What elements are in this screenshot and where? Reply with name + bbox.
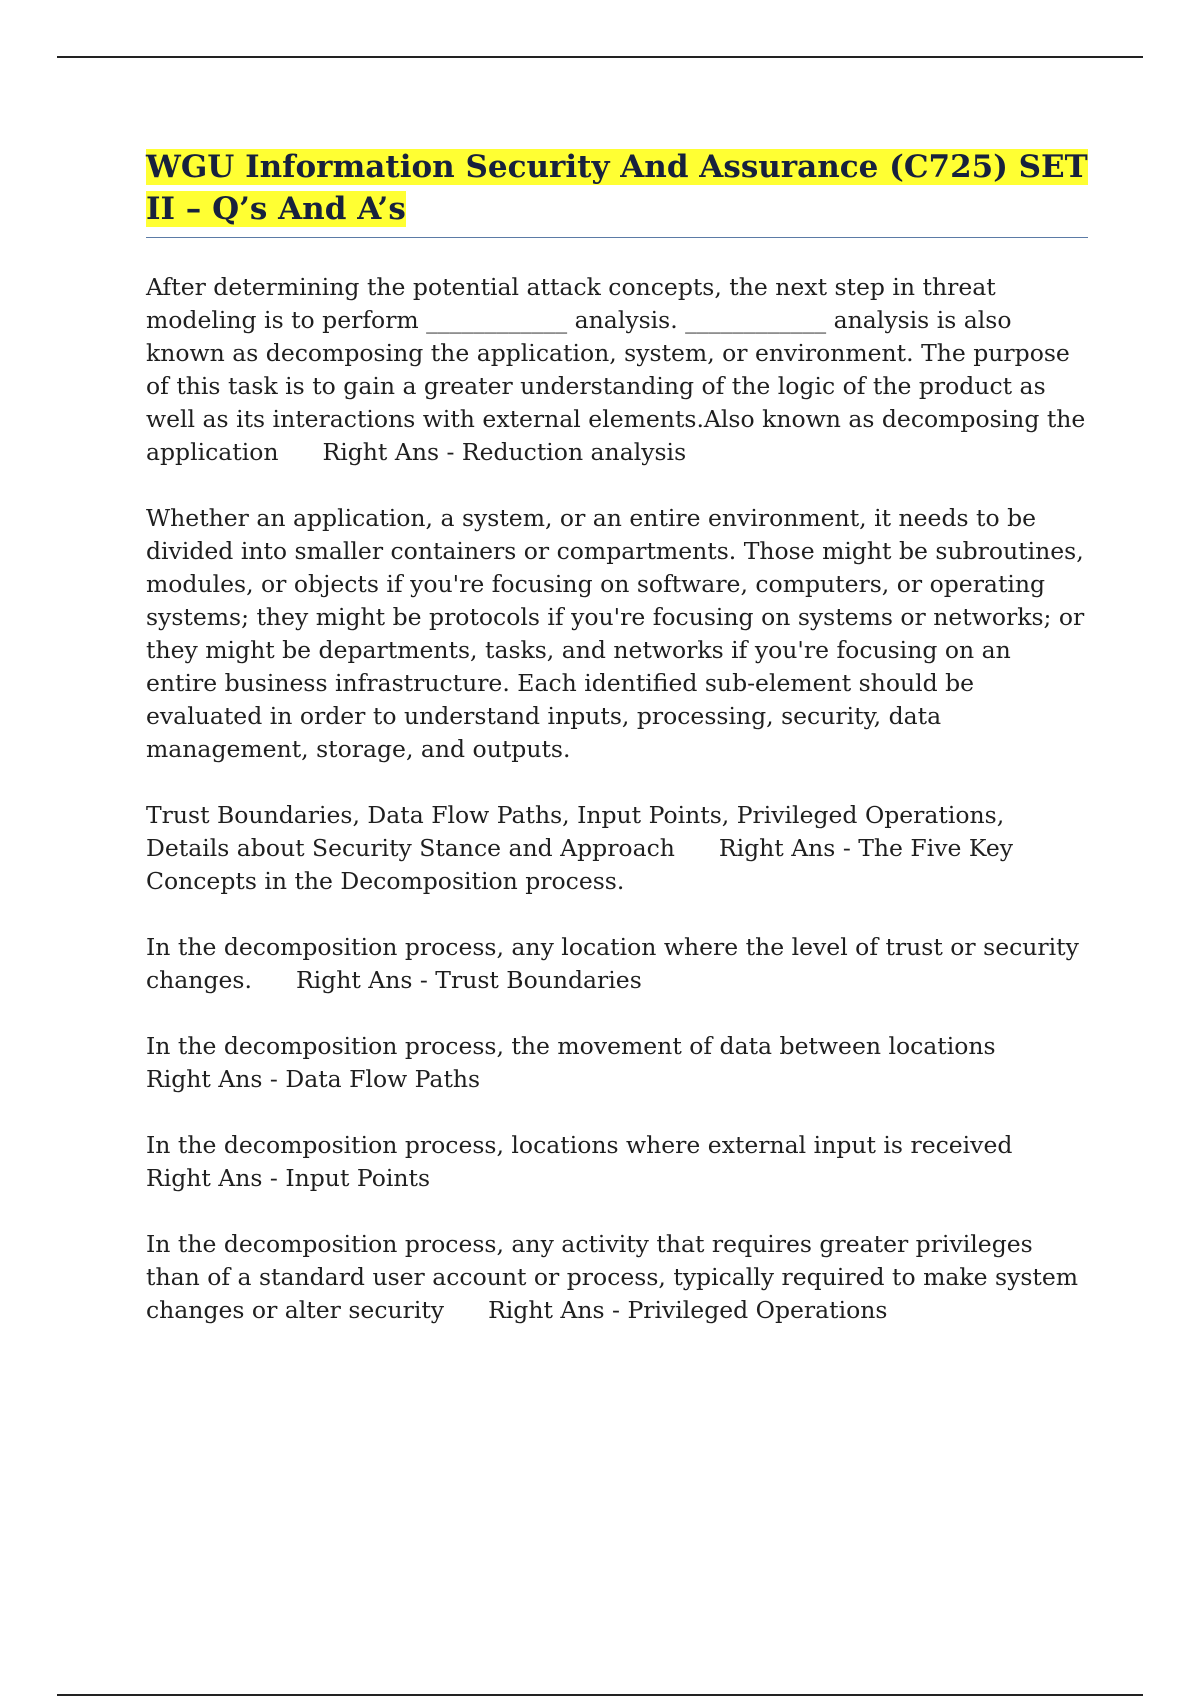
title-underline	[146, 237, 1088, 238]
qa-item-4	[146, 931, 1088, 997]
qa-item-2	[146, 502, 1088, 766]
qa-item-5	[146, 1030, 1088, 1096]
answer-text: Right Ans - The Five Key Concepts in the Decomposition process.	[146, 834, 1014, 895]
document-title	[146, 146, 1088, 230]
question-text: Whether an application, a system, or an entire environment, it needs to be divided into smaller containers or compartments. Those might be subroutines, modules, or objects if you're focusing on software, computers, or operating systems; they might be protocols if you're focusing on systems or networks; or they might be departments, tasks, and networks if you're focusing on an entire business infrastructure. Each identified sub-element should be evaluated in order to understand inputs, processing, security, data management, storage, and outputs.	[146, 504, 1085, 763]
qa-item-7	[146, 1228, 1088, 1327]
document-body	[146, 146, 1088, 1327]
answer-text: Right Ans - Data Flow Paths	[146, 1065, 481, 1093]
title-highlight: WGU Information Security And Assurance (C725) SET II – Q’s And A’s	[146, 149, 1088, 227]
footer-rule	[57, 1694, 1143, 1696]
header-rule	[57, 56, 1143, 58]
question-text: In the decomposition process, any location where the level of trust or security changes.	[146, 933, 1079, 994]
question-text: Trust Boundaries, Data Flow Paths, Input Points, Privileged Operations, Details about Security Stance and Approach	[146, 801, 1005, 862]
qa-item-6	[146, 1129, 1088, 1195]
qa-item-3	[146, 799, 1088, 898]
answer-text: Right Ans - Privileged Operations	[488, 1296, 888, 1324]
qa-item-1	[146, 271, 1088, 469]
question-text: In the decomposition process, locations where external input is received	[146, 1131, 1013, 1159]
answer-text: Right Ans - Reduction analysis	[322, 438, 687, 466]
answer-text: Right Ans - Input Points	[146, 1164, 431, 1192]
answer-text: Right Ans - Trust Boundaries	[295, 966, 642, 994]
question-text: In the decomposition process, the movement of data between locations	[146, 1032, 996, 1060]
question-text: In the decomposition process, any activity that requires greater privileges than of a standard user account or process, typically required to make system changes or alter security	[146, 1230, 1079, 1324]
question-text: After determining the potential attack concepts, the next step in threat modeling is to perform ____________ analysis. ____________ analysis is also known as decomposing the application, system, or environment. The purpose of this task is to gain a greater understanding of the logic of the product as well as its interactions with external elements.Also known as decomposing the application	[146, 273, 1086, 466]
